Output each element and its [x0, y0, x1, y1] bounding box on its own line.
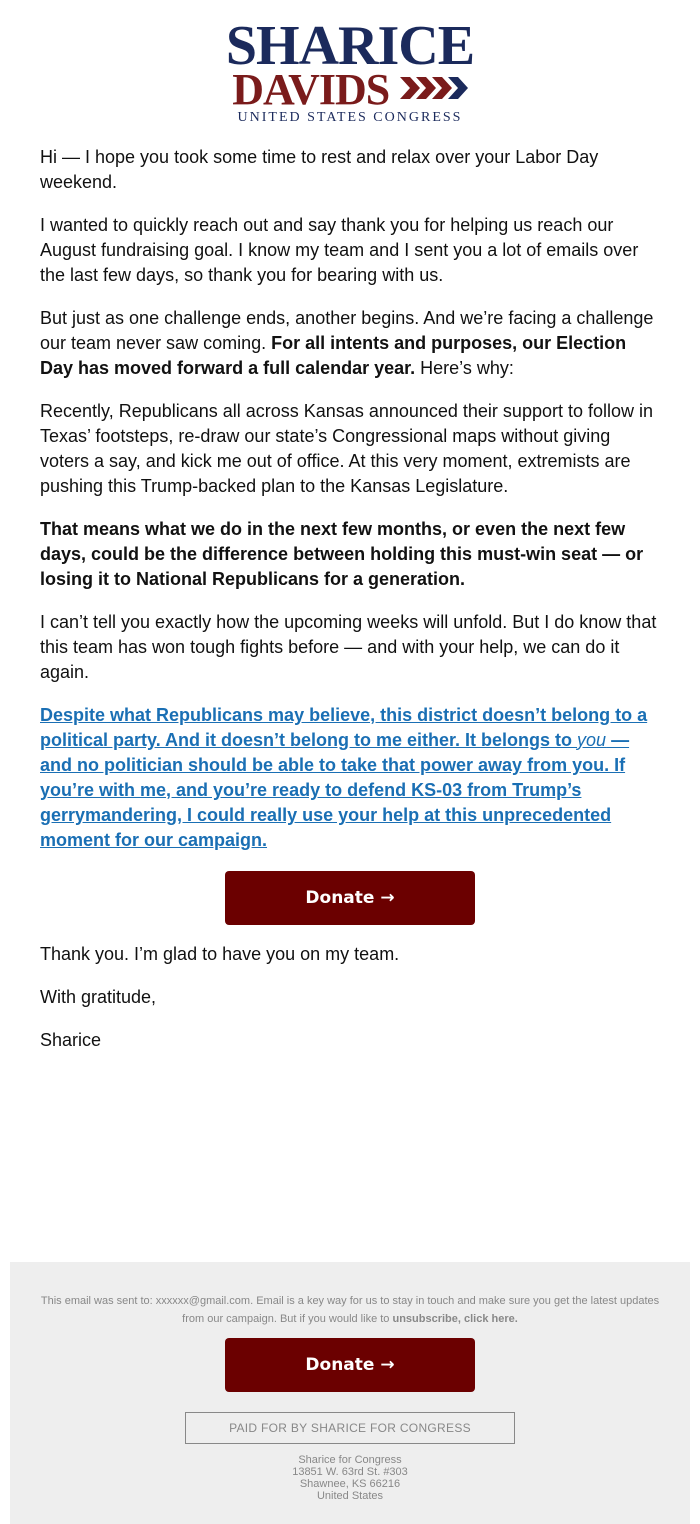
campaign-logo	[0, 15, 700, 130]
logo-row-2	[0, 65, 700, 114]
signoff	[40, 942, 662, 1071]
signoff-thanks: Thank you. I’m glad to have you on my team.	[40, 944, 400, 964]
logo-last-name: DAVIDS	[232, 65, 390, 114]
mailing-address	[10, 1454, 690, 1502]
address-line-street: 13851 W. 63rd St. #303	[292, 1466, 408, 1478]
signoff-name: Sharice	[40, 1030, 102, 1050]
paragraph-greeting: Hi — I hope you took some time to rest and relax over your Labor Day weekend.	[40, 147, 599, 192]
address-line-city: Shawnee, KS 66216	[299, 1478, 401, 1490]
donate-link-emphasis[interactable]: you	[577, 730, 607, 750]
footer-sent-prefix: This email was sent to:	[40, 1295, 156, 1307]
logo-subtitle: UNITED STATES CONGRESS	[237, 110, 463, 125]
donate-button[interactable]: Donate →	[225, 871, 475, 925]
unsubscribe-link[interactable]: unsubscribe, click here.	[392, 1313, 518, 1325]
logo-first-name: SHARICE	[225, 15, 475, 77]
signoff-closing: With gratitude,	[40, 987, 157, 1007]
paragraph-challenge-bold: For all intents and purposes, our Election Day has moved forward a full calendar year.	[40, 333, 627, 378]
footer-sent-suffix: . Email is a key way for us to stay in touch and make sure you get the latest updates from our campaign. But if you would like to	[182, 1295, 660, 1325]
donate-link-paragraph[interactable]	[40, 703, 662, 853]
paragraph-thanks: I wanted to quickly reach out and say thank you for helping us reach our August fundraising goal. I know my team and I sent you a lot of emails over the last few days, so thank you for bearing with us.	[40, 215, 639, 285]
address-line-country: United States	[316, 1490, 384, 1502]
paragraph-challenge-lead: But just as one challenge ends, another begins. And we’re facing a challenge our team never saw coming.	[40, 308, 654, 353]
address-line-org: Sharice for Congress	[298, 1454, 402, 1466]
paragraph-challenge	[40, 306, 662, 381]
footer-notice	[40, 1292, 660, 1328]
donate-link-lead[interactable]: Despite what Republicans may believe, this district doesn’t belong to a political party. And it doesn’t belong to me either. It belongs to	[40, 705, 648, 750]
email-body	[40, 145, 662, 871]
paragraph-redistricting: Recently, Republicans all across Kansas announced their support to follow in Texas’ footsteps, re-draw our state’s Congressional maps without giving voters a say, and kick me out of office. At this very moment, extremists are pushing this Trump-backed plan to the Kansas Legislature.	[40, 401, 654, 496]
email-footer	[10, 1262, 690, 1524]
paid-for-disclaimer: PAID FOR BY SHARICE FOR CONGRESS	[185, 1412, 515, 1444]
footer-donate-button[interactable]: Donate →	[225, 1338, 475, 1392]
paragraph-stakes: That means what we do in the next few months, or even the next few days, could be the difference between holding this must-win seat — or losing it to National Republicans for a generation.	[40, 519, 644, 589]
donate-link-tail[interactable]: — and no politician should be able to take that power away from you. If you’re with me, and you’re ready to defend KS-03 from Trump’s gerrymandering, I could really use your help at this unprecedented moment for our campaign.	[40, 730, 630, 850]
arrow-chevrons-icon	[400, 77, 468, 104]
paragraph-outlook: I can’t tell you exactly how the upcoming weeks will unfold. But I do know that this team has won tough fights before — and with your help, we can do it again.	[40, 612, 657, 682]
recipient-email: xxxxxx@gmail.com	[155, 1295, 251, 1307]
paragraph-challenge-tail: Here’s why:	[415, 358, 514, 378]
